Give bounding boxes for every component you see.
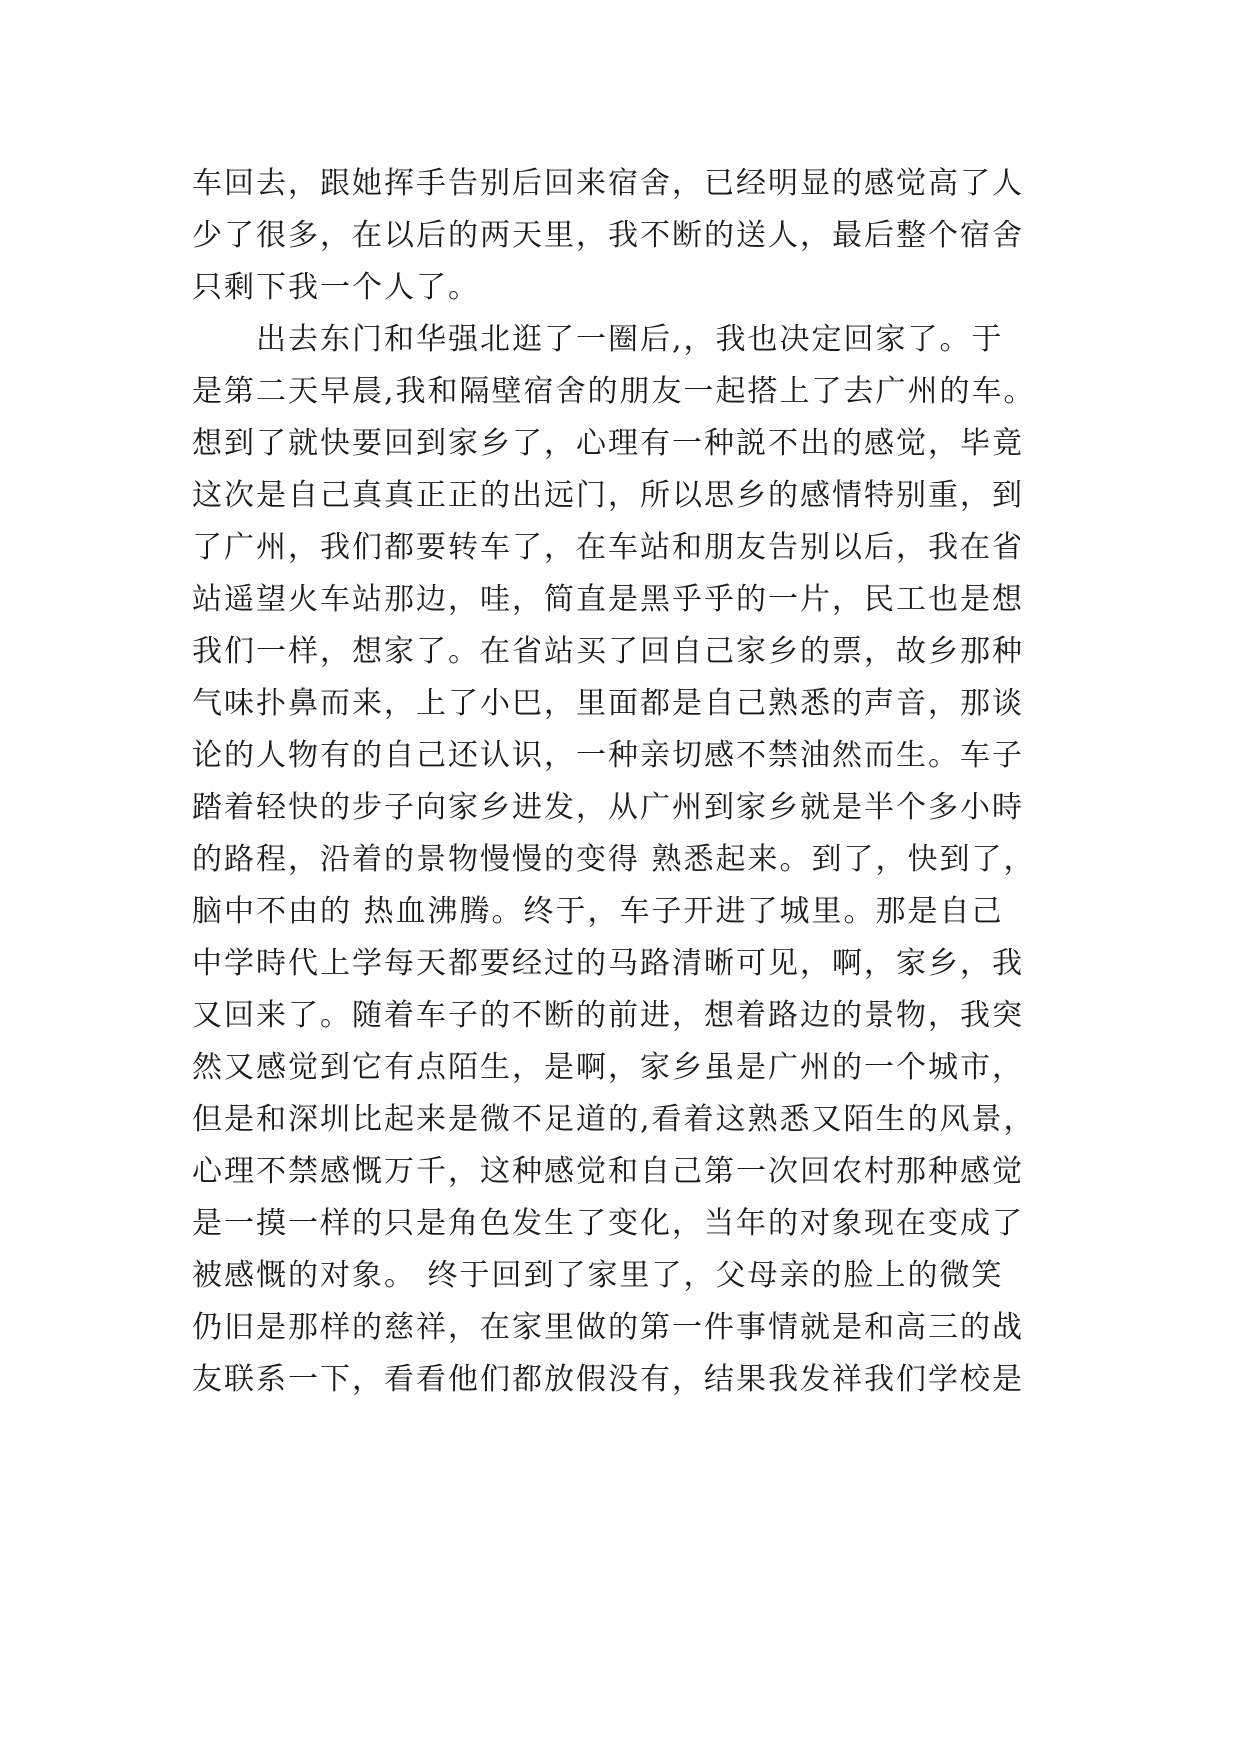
text-line: 被感慨的对象。 终于回到了家里了，父母亲的脸上的微笑 [192, 1258, 1004, 1293]
text-line: 站遥望火车站那边，哇，简直是黑乎乎的一片，民工也是想 [192, 582, 1024, 617]
text-line: 我们一样，想家了。在省站买了回自己家乡的票，故乡那种 [192, 634, 1024, 669]
text-line: 气味扑鼻而来，上了小巴，里面都是自己熟悉的声音，那谈 [192, 686, 1024, 721]
text-line: 友联系一下，看看他们都放假没有，结果我发祥我们学校是 [192, 1362, 1024, 1397]
text-line: 了广州，我们都要转车了，在车站和朋友告别以后，我在省 [192, 530, 1024, 565]
text-line: 车回去，跟她挥手告别后回来宿舍，已经明显的感觉高了人 [192, 166, 1024, 201]
text-line: 仍旧是那样的慈祥，在家里做的第一件事情就是和高三的战 [192, 1310, 1024, 1345]
text-line: 中学時代上学每天都要经过的马路清晰可见，啊，家乡，我 [192, 946, 1024, 981]
text-line: 又回来了。随着车子的不断的前进，想着路边的景物，我突 [192, 998, 1024, 1033]
text-line: 是第二天早晨,我和隔壁宿舍的朋友一起搭上了去广州的车。 [192, 374, 1036, 409]
text-line: 然又感觉到它有点陌生，是啊，家乡虽是广州的一个城市， [192, 1050, 1024, 1085]
text-line: 但是和深圳比起来是微不足道的,看着这熟悉又陌生的风景， [192, 1102, 1036, 1137]
text-line: 脑中不由的 热血沸腾。终于，车子开进了城里。那是自己 [192, 894, 1004, 929]
paragraph-start-line: 出去东门和华强北逛了一圈后,，我也决定回家了。于 [256, 322, 1004, 357]
body-text [192, 158, 1072, 1406]
text-line: 论的人物有的自己还认识，一种亲切感不禁油然而生。车子 [192, 738, 1024, 773]
text-line: 这次是自己真真正正的出远门，所以思乡的感情特别重，到 [192, 478, 1024, 513]
text-line: 是一摸一样的只是角色发生了变化，当年的对象现在变成了 [192, 1206, 1024, 1241]
text-line: 想到了就快要回到家乡了，心理有一种説不出的感觉，毕竟 [192, 426, 1024, 461]
text-line: 的路程，沿着的景物慢慢的变得 熟悉起来。到了，快到了， [192, 842, 1036, 877]
text-line: 少了很多，在以后的两天里，我不断的送人，最后整个宿舍 [192, 218, 1024, 253]
text-line: 心理不禁感慨万千，这种感觉和自己第一次回农村那种感觉 [192, 1154, 1024, 1189]
text-line: 只剩下我一个人了。 [192, 270, 480, 305]
text-line: 踏着轻快的步子向家乡进发，从广州到家乡就是半个多小時 [192, 790, 1024, 825]
